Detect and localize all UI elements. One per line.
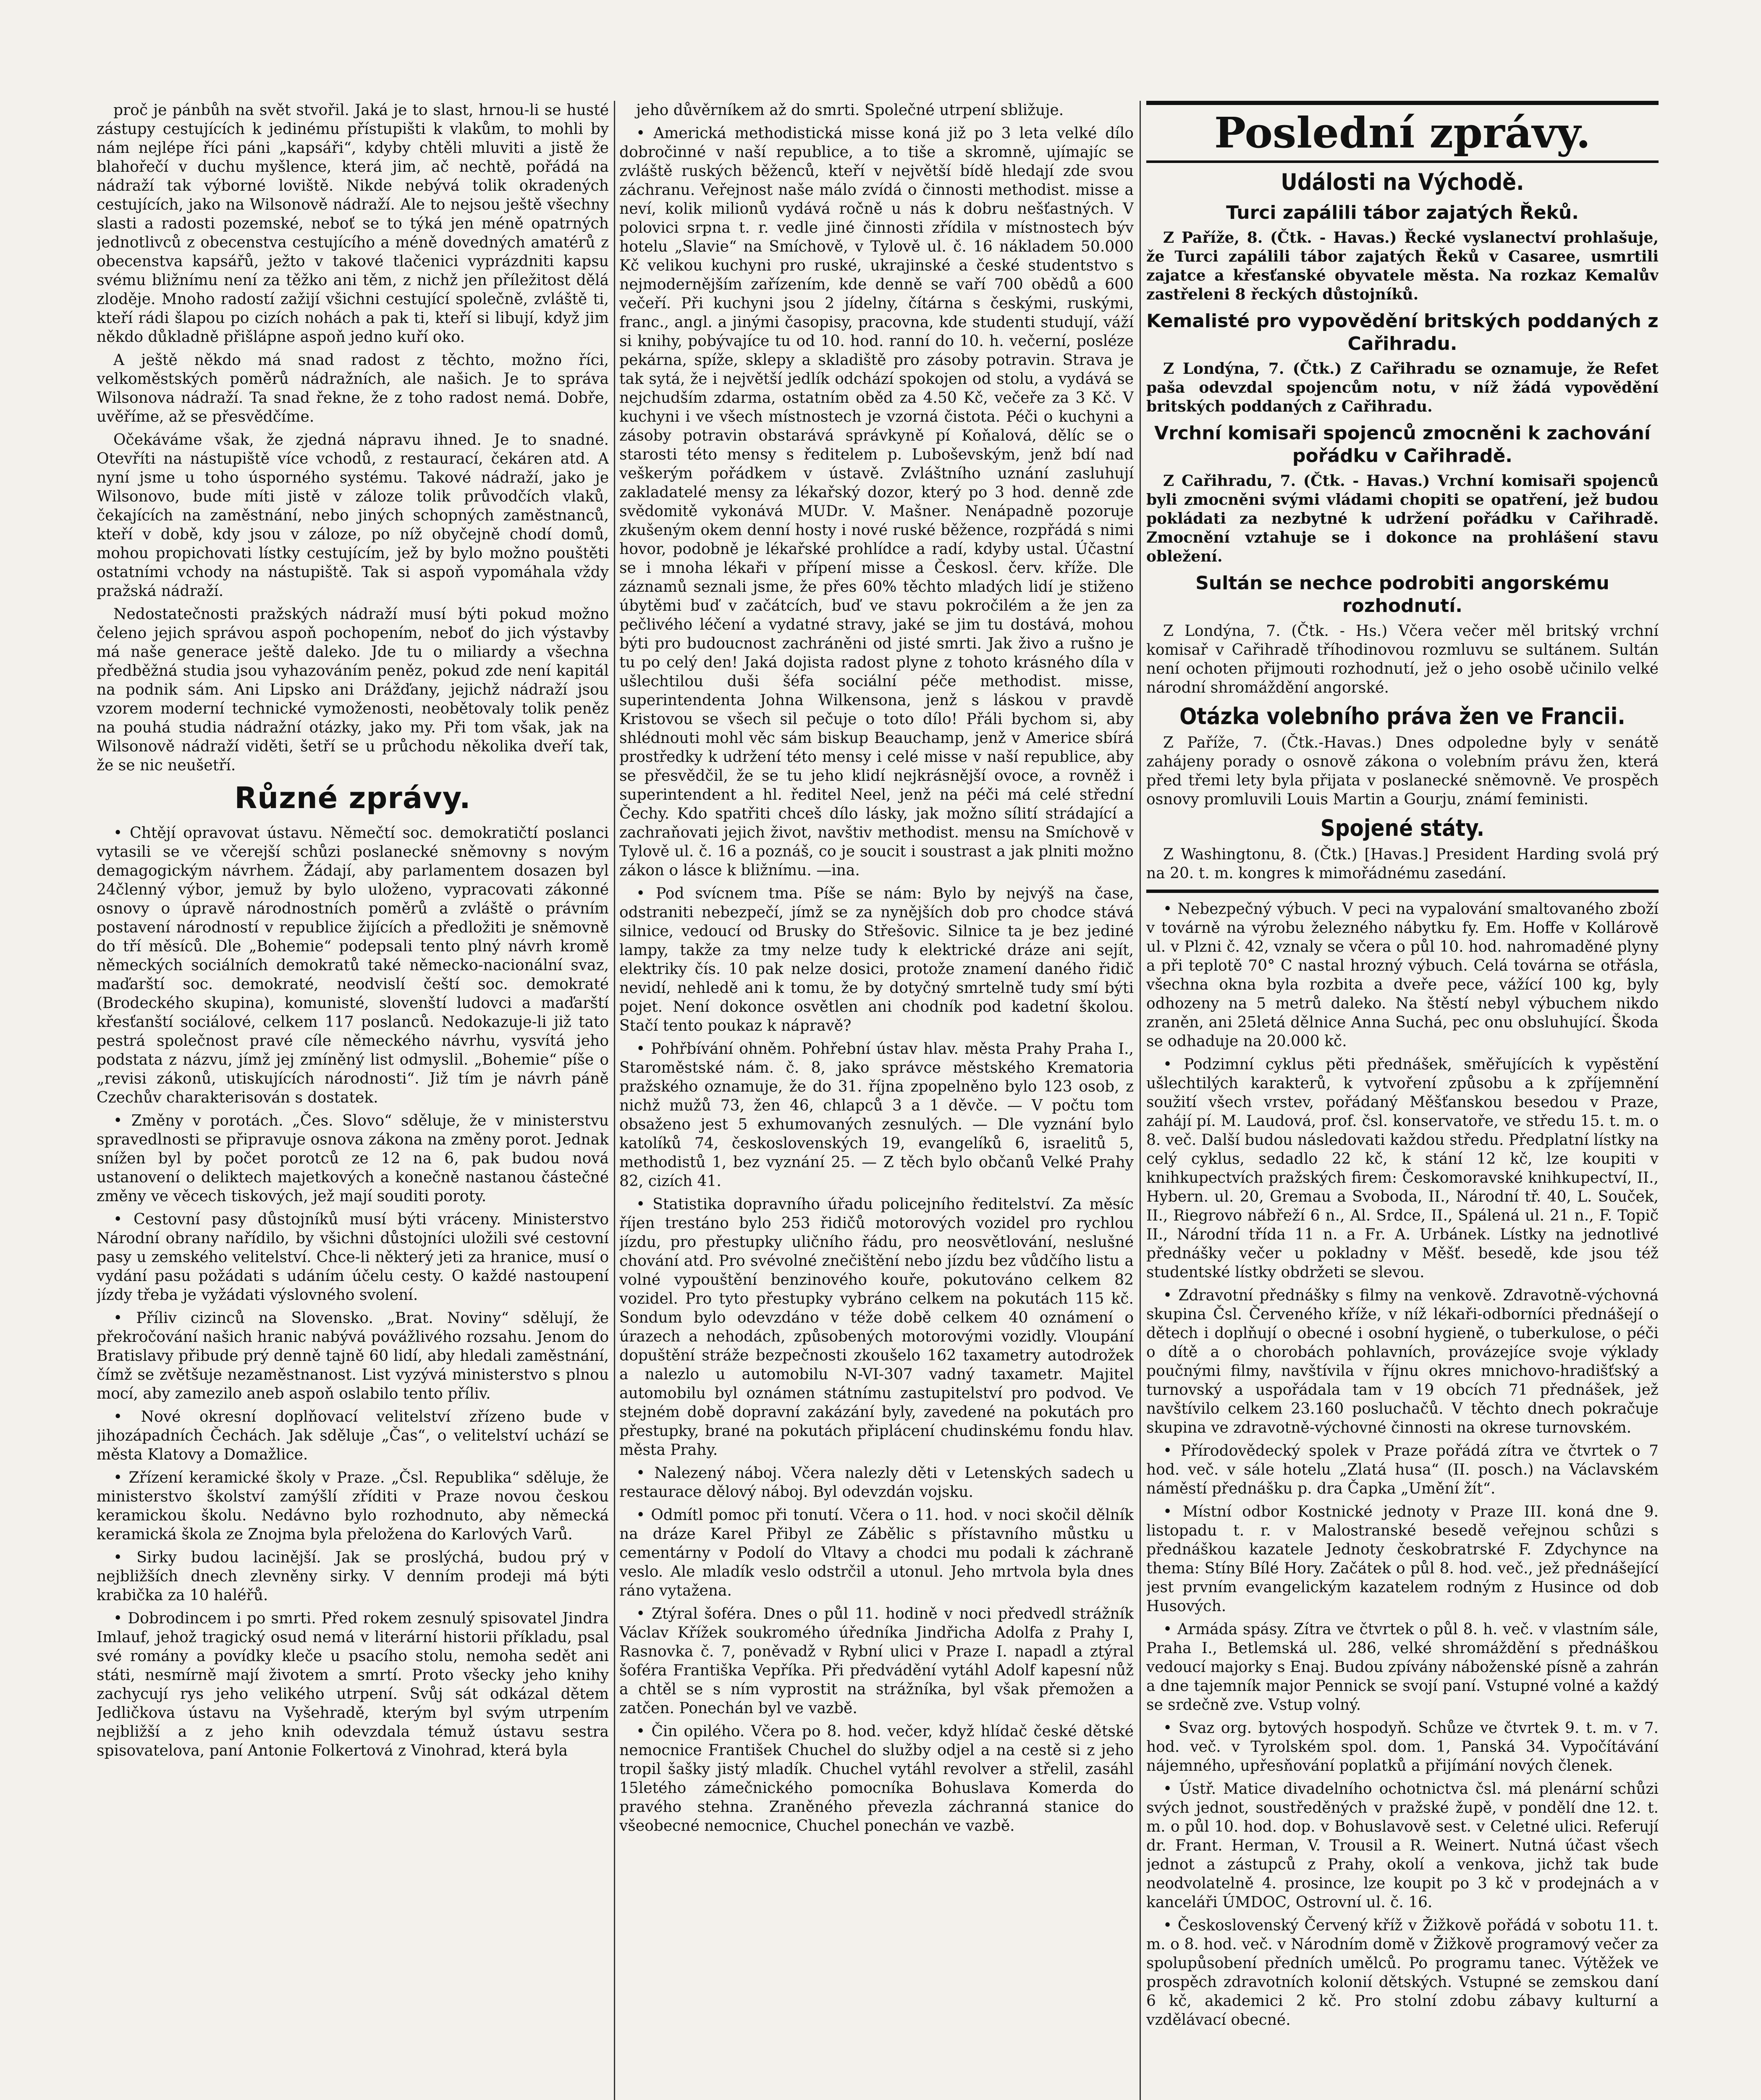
heading-volebni-pravo-zen: Otázka volebního práva žen ve Francii. [1179,703,1625,730]
news-item: • Místní odbor Kostnické jednoty v Praze III. koná dne 9. listopadu t. r. v Malostranské besedě veřejnou schůzi s přednáškou kazatele Jednoty českobratrské F. Zdychynce na thema: Stíny Bílé Hory. Začátek o půl 8. hod. več., jež přednášející jest prvním evangelickým kazatelem rodným z Husince od dob Husových. [1146,1503,1659,1615]
news-item: • Dobrodincem i po smrti. Před rokem zesnulý spisovatel Jindra Imlauf, jehož tragický osud nemá v literární historii příkladu, psal své romány a povídky kleče u psacího stolu, nemoha sedět ani státi, nesmírně mají životem a smrtí. Proto všecky jeho knihy zachycují rys jeho velikého utrpení. Svůj sát odkázal dětem Jedličkova ústavu na Vyšehradě, kterým byl svým utrpením nejbližší a z jeho knih odevzdala témuž ústavu sestra spisovatelova, paní Antonie Folkertová z Vinohrad, která byla [97,1610,609,1759]
horizontal-rule [1146,890,1659,893]
news-item: • Statistika dopravního úřadu policejního ředitelství. Za měsíc říjen trestáno bylo 253 řidičů motorových vozidel pro rychlou jízdu, pro přestupky uličního řádu, pro neosvětlování, neslušné chování atd. Pro svévolné znečištění nebo jízdu bez vůdčího listu a volné vypouštění benzinového kouře, pokutováno celkem 82 vozidel. Pro tyto přestupky vybráno celkem na pokutách 115 kč. Sondum bylo odevzdáno v téže době celkem 40 oznámení o úrazech a nehodách, způsobených motorovými vozidly. Vloupání dopuštění stráže bezpečnosti zkoušelo 162 taxametry autodrožek a nalezlo u automobilu N-VI-307 vadný taxametr. Majitel automobilu byl oznámen státnímu zastupitelství pro podvod. Ve stejném době dopravní zakázání byly, zavedené na pokutách pro přestupky, brané na pokutách připlácení chudinskému fondu hlav. města Prahy. [619,1196,1134,1459]
masthead-posledni-zpravy: Poslední zprávy. [1146,101,1659,163]
news-item: • Svaz org. bytových hospodyň. Schůze ve čtvrtek 9. t. m. v 7. hod. več. v Tyrolském spol. dom. 1, Panská 34. Vypočítávání nájemného, upřesňování poplatků a přijímání nových členek. [1146,1719,1659,1774]
telegram: Z Londýna, 7. (Čtk. - Hs.) Včera večer měl britský vrchní komisař v Cařihradě tříhodinovou rozmluvu se sultánem. Sultán není ochoten přijmouti rozhodnutí, jež o jeho osobě učinilo velké národní shromáždění angorské. [1146,622,1659,696]
telegram: Z Washingtonu, 8. (Čtk.) [Havas.] President Harding svolá prý na 20. t. m. kongres k mimořádnému zasedání. [1146,846,1659,882]
news-item: • Chtějí opravovat ústavu. Němečtí soc. demokratičtí poslanci vytasili se ve včerejší schůzi poslanecké sněmovny s novým demagogickým návrhem. Žádají, aby parlamentem dosazen byl 24členný výbor, jemuž by bylo uloženo, vypracovati zákonné osnovy o úpravě národnostních poměrů a zvláště o právním postavení národností v republice žijících a předložiti je sněmovně do tří měsíců. Dle „Bohemie“ podepsali tento plný návrh kromě německých sociálních demokratů také německo-nacionální svaz, maďarští soc. demokraté, neodvislí čeští soc. demokraté (Brodeckého skupina), komunisté, slovenští ludovci a maďarští křesťanští sociálové, celkem 117 poslanců. Nedokazuje-li již tato pestrá společnost pravé cíle německého návrhu, vysvítá jeho podstata z názvu, jímž jej zmíněný list odmyslil. „Bohemie“ píše o „revisi zákonů, utiskujících národnosti“. Již tím je návrh páně Czechův charakterisován s dostatek. [97,824,609,1106]
heading-spojene-staty: Spojené státy. [1320,815,1485,841]
news-item: • Odmítl pomoc při tonutí. Včera o 11. hod. v noci skočil dělník na dráze Karel Přibyl ze Zábělic s přístavního můstku u cementárny v Podolí do Vltavy a chodci mu podali k záchraně veslo. Ale mladík veslo odstrčil a utonul. Jeho mrtvola byla dnes ráno vytažena. [619,1507,1134,1599]
news-item: • Československý Červený kříž v Žižkově pořádá v sobotu 11. t. m. o 8. hod. več. v Národním domě v Žižkově programový večer za spolupůsobení předních umělců. Po programu tanec. Výtěžek ve prospěch zdravotních kolonií dětských. Vstupné se zemskou daní 6 kč, akademici 2 kč. Pro stolní zdobu zábavy kulturní a vzdělávací obecné. [1146,1917,1659,2029]
column-divider [614,101,615,2100]
news-item: • Podzimní cyklus pěti přednášek, směřujících k vypěstění ušlechtilých karakterů, k vytvoření způsobu a k zpříjemnění soužití všech vrstev, pořádaný Měšťanskou besedou v Praze, zahájí pí. M. Laudová, prof. čsl. konservatoře, ve středu 15. t. m. o 8. več. Další budou následovati každou středu. Předplatní lístky na celý cyklus, sedadlo 22 kč, k stání 12 kč, lze koupiti v knihkupectvích pražských firem: Českomoravské knihkupectví, II., Hybern. ul. 20, Gremau a Svoboda, II., Národní tř. 40, L. Souček, II., Riegrovo nábřeží 6 n., Al. Srdce, II., Spálená ul. 21 n., F. Topič II., Národní třída 11 n. a Fr. A. Urbánek. Lístky na jednotlivé přednášky večer u pokladny v Měšť. besedě, kde jsou též studentské lístky obdržeti se slevou. [1146,1056,1659,1281]
newspaper-page [97,101,1659,2100]
column-divider [1140,101,1141,2100]
news-item: • Ústř. Matice divadelního ochotnictva čsl. má plenární schůzi svých jednot, soustředěných v pražské župě, v pondělí dne 12. t. m. o půl 10. hod. dop. v Bohuslavově sest. v Celetné ulici. Referují dr. Frant. Herman, V. Trousil a R. Weinert. Nutná účast všech jednot a zástupců z Prahy, okolí a venkova, jichž tak bude neodvolatelně 4. prosince, lze koupit po 3 kč v prodejnách a v kanceláři ÚMDOC, Ostrovní ul. č. 16. [1146,1780,1659,1911]
heading-vrchni-komisari: Vrchní komisaři spojenců zmocněni k zachování pořádku v Cařihradě. [1154,423,1651,467]
news-item: • Ztýral šoféra. Dnes o půl 11. hodině v noci předvedl strážník Václav Křížek soukromého úředníka Jindřicha Adolfa z Prahy I, Rasnovka č. 7, poněvadž v Rybní ulici v Praze I. napadl a ztýral šoféra Františka Vepříka. Při předvádění vytáhl Adolf kapesní nůž a chtěl se s ním vyprostit na strážníka, byl však přemožen a zatčen. Ponechán byl ve vazbě. [619,1605,1134,1717]
news-item: • Čin opilého. Včera po 8. hod. večer, když hlídač české dětské nemocnice František Chuchel do služby odjel a na cestě si z jeho tropil šašky jistý mladík. Chuchel vytáhl revolver a střelil, zasáhl 15letého zámečnického pomocníka Bohuslava Komerda do pravého stehna. Zraněného převezla záchranná stanice do všeobecné nemocnice, Chuchel ponechán ve vazbě. [619,1723,1134,1835]
news-item: • Nebezpečný výbuch. V peci na vypalování smaltovaného zboží v továrně na výrobu železného nábytku fy. Em. Hoffe v Kollárově ul. v Plzni č. 42, vznaly se včera o půl 10. hod. nahromaděné plyny a při teplotě 70° C nastal hrozný výbuch. Celá továrna se otřásla, všechna okna byla rozbita a dveře pece, vážící 100 kg, byly odhozeny na 5 metrů daleko. Na štěstí nebyl výbuchem nikdo zraněn, ani 25letá dělnice Anna Suchá, pec onu obsluhující. Škoda se odhaduje na 20.000 kč. [1146,900,1659,1050]
heading-sultan: Sultán se nechce podrobiti angorskému rozhodnutí. [1195,572,1609,617]
article-paragraph: jeho důvěrníkem až do smrti. Společné utrpení sbližuje. [636,102,1064,119]
article-paragraph: Očekáváme však, že zjedná nápravu ihned. Je to snadné. Otevříti na nástupiště více vchodů, z restaurací, čekáren atd. A nyní jsme u toho úsporného systému. Takové nádraží, jako je Wilsonovo, bude míti jistě v záloze tolik průvodčích vlaků, čekajících na zaměstnání, nebo jiných schopných zaměstnanců, kteří v době, kdy jsou v záloze, po níž obyčejně chodí domů, mohou propichovati lístky cestujícím, jež by bylo možno pouštěti ostatními vchody na nástupiště. Tak si aspoň vypomáhala vždy pražská nádraží. [97,431,609,600]
telegram: Z Paříže, 8. (Čtk. - Havas.) Řecké vyslanectví prohlašuje, že Turci zapálili tábor zajatých Řeků v Casaree, usmrtili zajatce a křesťanské obyvatele města. Na rozkaz Kemalův zastřeleni 8 řeckých důstojníků. [1146,229,1659,303]
news-item: • Americká methodistická misse koná již po 3 leta velké dílo dobročinné v naší republice, a to tiše a skromně, ujímajíc se zvláště ruských běženců, kteří v největší bídě hledají zde svou záchranu. Veřejnost naše málo zvídá o činnosti methodist. misse a neví, kolik milionů vydává ročně u nás k dobru nešťastných. V polovici srpna t. r. vedle jiné činnosti zřídila v místnostech býv hotelu „Slavie“ na Smíchově, v Tylově ul. č. 16 nákladem 50.000 Kč velikou kuchyni pro ruské, ukrajinské a české studentstvo s nejmodernějším zařízením, kde denně se vaří 700 obědů a 600 večeří. Při kuchyni jsou 2 jídelny, čítárna s českými, ruskými, franc., angl. a jinými časopisy, pracovna, kde studenti studují, váží si knihy, pobývajíce tu od 10. hod. ranní do 10. h. večerní, posléze pekárna, spíže, sklepy a skladiště pro zásoby potravin. Strava je tak sytá, že i největší jedlík odchází spokojen od stolu, a vydává se nejchudším zdarma, ostatním oběd za 4.50 Kč, večeře za 3 Kč. V kuchyni i ve všech místnostech je vzorná čistota. Péči o kuchyni a zásoby potravin obstarává správkyně pí Koňalová, dělíc se o starosti této mensy s ředitelem p. Luboševským, jenž bdí nad veškerým pořádkem v ústavě. Zvláštního uznání zasluhují zakladatelé mensy za lékařský dozor, který po 3 hod. denně zde svědomitě vykonává MUDr. V. Mašner. Nenápadně pozoruje zkušeným okem denní hosty i nové ruské běžence, rozpřádá s nimi hovor, podobně je lékařské prohlídce a radí, kdyby ustal. Účastní se i mnoha lékaři v přípení misse a Českosl. červ. kříže. Dle záznamů seznali jsme, že přes 60% těchto mladých lidí je stiženo úbytěmi buď v začátcích, buď ve stavu pokročilém a že jen za pečlivého léčení a vydatné stravy, jaké se jim tu dostává, mohou býti pro budoucnost zachráněni od jisté smrti. Jak živo a rušno je tu po celý den! Jaká dojista radost plyne z tohoto krásného díla v ušlechtilou duši šéfa sociální péče methodist. misse, superintendenta Johna Wilkensona, jenž s láskou v pravdě Kristovou se všech sil pečuje o toto dílo! Přáli bychom si, aby shlédnouti mohl věc sám biskup Beauchamp, jenž v Americe sbírá prostředky k udržení této mensy i celé misse v naší republice, aby se přesvědčil, že se tu jeho klidí nejkrásnější ovoce, a rovněž i superintendent a hl. ředitel Neel, jenž na péči má celé střední Čechy. Kdo spatřiti chceš dílo lásky, jak možno sílití strádající a zachraňovati jejich život, navštiv methodist. mensu na Smíchově v Tylově ul. č. 16 a poznáš, co je soucit i soustrast a jak plniti možno zákon o lásce k bližnímu. —ina. [619,125,1134,879]
news-item: • Nové okresní doplňovací velitelství zřízeno bude v jihozápadních Čechách. Jak sděluje „Čas“, o velitelství uchází se města Klatovy a Domažlice. [97,1408,609,1463]
news-item: • Nalezený náboj. Včera nalezly děti v Letenských sadech u restaurace dělový náboj. Byl odevzdán vojsku. [619,1465,1134,1501]
telegram: Z Paříže, 7. (Čtk.-Havas.) Dnes odpoledne byly v senátě zahájeny porady o osnově zákona o volebním právu žen, která před třemi lety byla přijata v poslanecké sněmovně. Ve prospěch osnovy promluvili Louis Martin a Gourju, známí feministi. [1146,734,1659,808]
heading-turci: Turci zapálili tábor zajatých Řeků. [1226,202,1579,223]
news-item: • Cestovní pasy důstojníků musí býti vráceny. Ministerstvo Národní obrany nařídilo, by všichni důstojníci uložili své cestovní pasy u zemského velitelství. Chce-li některý jeti za hranice, musí o vydání pasu požádati s udáním účelu cesty. O každé nastoupení jízdy třeba je vyžádati výslovného svolení. [97,1211,609,1304]
article-paragraph: Nedostatečnosti pražských nádraží musí býti pokud možno čeleno jejich správou aspoň pochopením, neboť do jich výstavby má naše generace ještě daleko. Jde tu o miliardy a všechna předběžná studia jsou vyhazováním peněz, pokud zde není kapitál na podnik sám. Ani Lipsko ani Drážďany, jejichž nádraží jsou vzorem moderní technické vymoženosti, neobětovaly tolik peněz na pouhá studia nádražní otázky, jako my. Při tom však, jak na Wilsonově nádraží viděti, šetří se u průchodu několika dveří tak, že se nic neušetří. [97,606,609,774]
column-left [97,101,609,2100]
news-item: • Zdravotní přednášky s filmy na venkově. Zdravotně-výchovná skupina Čsl. Červeného kříže, v níž lékaři-odborníci přednášejí o dětech i doplňují o obecné i osobní hygieně, o tuberkulose, o péči o dítě a o chorobách pohlavních, provázejíce svoje výklady poučnými filmy, navštívila v říjnu okres mnichovo-hradišťský a turnovský a uspořádala tam v 19 obcích 71 přednášek, jež navštívilo celkem 23.160 posluchačů. V těchto dnech pokračuje skupina ve zdravotně-výchovné činnosti na okrese turnovském. [1146,1287,1659,1436]
article-paragraph: A ještě někdo má snad radost z těchto, možno říci, velkoměstských poměrů nádražních, ale našich. Je to správa Wilsonova nádraží. Ta snad řekne, že z toho radost nemá. Dobře, uvěříme, až se přesvědčíme. [97,352,609,425]
heading-kemaliste: Kemalisté pro vypovědění britských poddaných z Cařihradu. [1146,310,1659,354]
news-item: • Příliv cizinců na Slovensko. „Brat. Noviny“ sdělují, že překročování našich hranic nabývá povážlivého rozsahu. Jenom do Bratislavy přibude prý denně tajně 60 lidí, aby hledali zaměstnání, čímž se zvětšuje nezaměstnanost. List vyzývá ministerstvo s plnou mocí, aby zamezilo aneb aspoň oslabilo tento příliv. [97,1310,609,1402]
telegram: Z Cařihradu, 7. (Čtk. - Havas.) Vrchní komisaři spojenců byli zmocněni svými vládami chopiti se opatření, jež budou pokládati za nezbytné k udržení pořádku v Cařihradě. Zmocnění vztahuje se i dokonce na prohlášení stavu obležení. [1146,472,1659,565]
section-heading-ruzne-zpravy: Různé zprávy. [234,781,471,815]
heading-udalosti-na-vychode: Události na Východě. [1281,169,1524,195]
column-right [1146,101,1659,2100]
news-item: • Pod svícnem tma. Píše se nám: Bylo by nejvýš na čase, odstraniti nebezpečí, jímž se za nynějších dob pro chodce stává silnice, vedoucí od Brusky do Střešovic. Silnice ta je bez jediné lampy, takže za tmy nelze tudy k elektrické dráze ani sejít, elektriky čís. 10 pak nelze dosici, protože znamení daného řidič nevidí, nehledě ani k tomu, že by dotyčný smrtelně tudy smí býti pojet. Není dokonce osvětlen ani chodník pod kadetní školou. Stačí tento poukaz k nápravě? [619,885,1134,1034]
news-item: • Sirky budou lacinější. Jak se proslýchá, budou prý v nejbližších dnech zlevněny sirky. V denním prodeji má býti krabička za 10 haléřů. [97,1549,609,1604]
news-item: • Změny v porotách. „Čes. Slovo“ sděluje, že v ministerstvu spravedlnosti se připravuje osnova zákona na změny porot. Jednak snížen byl by počet porotců ze 12 na 6, pak budou nová ustanovení o deliktech majetkových a konečně nastanou částečné změny ve věcech tiskových, jež mají souditi poroty. [97,1112,609,1205]
news-item: • Pohřbívání ohněm. Pohřební ústav hlav. města Prahy Praha I., Staroměstské nám. č. 8, jako správce městského Krematoria pražského oznamuje, že do 31. října zpopelněno bylo 123 osob, z nichž mužů 73, žen 46, chlapců 3 a 1 děvče. — V počtu tom obsaženo jest 5 exhumovaných zesnulých. — Dle vyznání bylo katolíků 74, československých 19, evangelíků 6, israelitů 5, methodistů 1, bez vyznání 25. — Z těch bylo občanů Velké Prahy 82, cizích 41. [619,1040,1134,1190]
news-item: • Přírodovědecký spolek v Praze pořádá zítra ve čtvrtek o 7 hod. več. v sále hotelu „Zlatá husa“ (II. posch.) na Václavském náměstí přednášku p. dra Čapka „Umění žít“. [1146,1442,1659,1497]
telegram: Z Londýna, 7. (Čtk.) Z Cařihradu se oznamuje, že Refet paša odevzdal spojencům notu, v níž žádá vypovědění britských poddaných z Cařihradu. [1146,360,1659,415]
news-item: • Armáda spásy. Zítra ve čtvrtek o půl 8. h. več. v vlastním sále, Praha I., Betlemská ul. 286, velké shromáždění s přednáškou vedoucí majorky s Enaj. Budou zpívány náboženské písně a zahrán a dne tajemník major Pennick se svojí paní. Vstupné volné a každý se srdečně zve. Vstup volný. [1146,1621,1659,1714]
article-paragraph: proč je pánbůh na svět stvořil. Jaká je to slast, hrnou-li se husté zástupy cestujících k jedinému přístupišti k vlakům, to mohli by nám nejlépe říci páni „kapsáři“, kdyby chtěli mluviti a jistě že blahořečí v duchu myšlence, která jim, ač nechtě, pořádá na nádraží tak výborné loviště. Nikde nebývá tolik okradených cestujících, jako na Wilsonově nádraží. Ale to nejsou ještě všechny slasti a radosti pozemské, neboť se to týká jen méně opatrných jednotlivců z obecenstva cestujícího a méně dovedných amatérů z obecenstva kapsářů, ježto v takové tlačenici vyprázdniti kapsu svému bližnímu není za těžko ani těm, z nichž jen příležitost dělá zloděje. Mnoho radostí zažijí všichni cestující společně, zvláště ti, kteří rádi šlapou po cizích nohách a pak ti, kteří si libují, když jim někdo důkladně přišlápne aspoň jedno kuří oko. [97,102,609,346]
column-middle [619,101,1134,2100]
news-item: • Zřízení keramické školy v Praze. „Čsl. Republika“ sděluje, že ministerstvo školství zamýšlí zříditi v Praze novou českou keramickou školu. Nedávno bylo rozhodnuto, aby německá keramická škola ze Znojma byla přeložena do Karlových Varů. [97,1469,609,1543]
